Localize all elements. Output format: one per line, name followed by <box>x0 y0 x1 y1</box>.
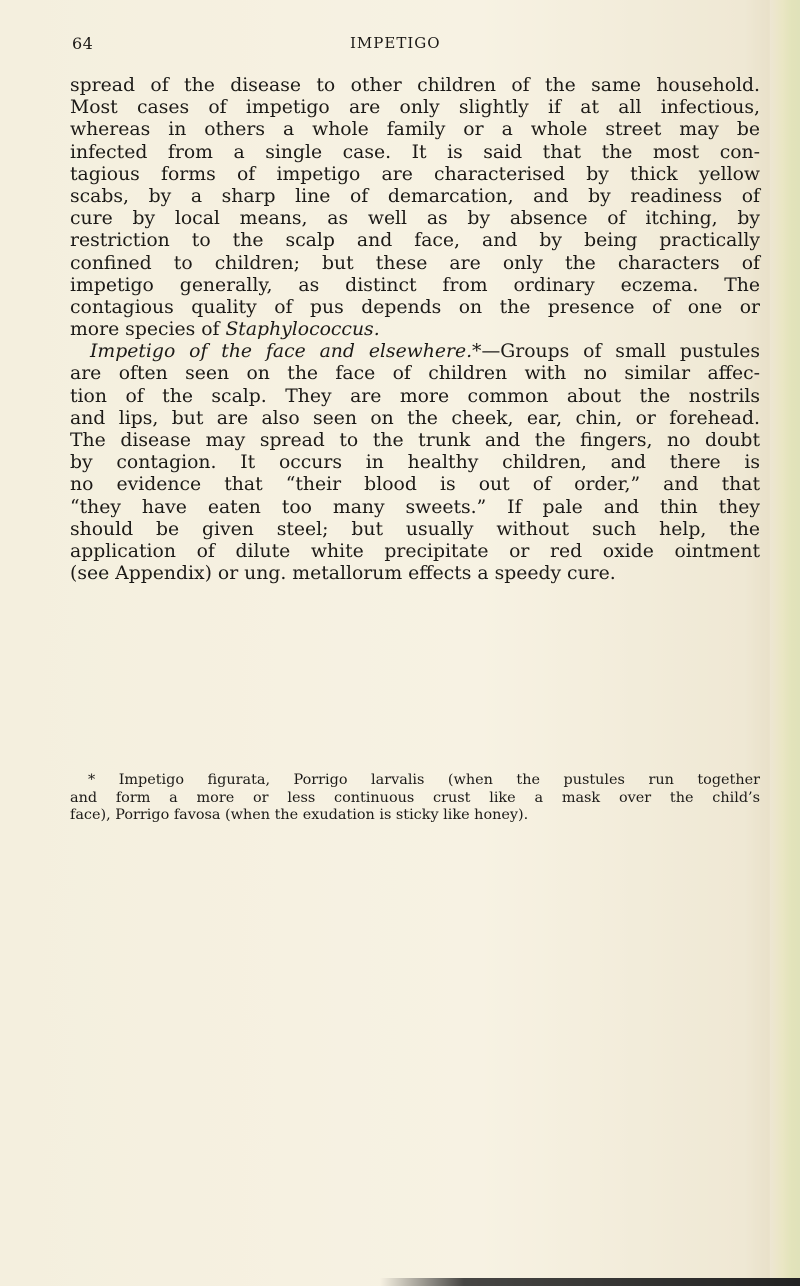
text-line: restriction to the scalp and face, and by being practically <box>70 230 760 252</box>
text-line: tion of the scalp. They are more common about the nostrils <box>70 385 760 407</box>
text-line: cure by local means, as well as by absence of itching, by <box>70 208 760 230</box>
footnote-line: * Impetigo figurata, Porrigo larvalis (when the pustules run together <box>88 772 760 788</box>
text-line: scabs, by a sharp line of demarcation, and by readiness of <box>70 185 760 207</box>
species-name: Staphylococcus. <box>225 319 380 341</box>
text-line: “they have eaten too many sweets.” If pale and thin they <box>70 496 760 518</box>
section-heading: Impetigo of the face and elsewhere.* <box>90 341 482 363</box>
text-line: application of dilute white precipitate or red oxide ointment <box>70 540 760 562</box>
page-bottom-edge <box>380 1278 800 1286</box>
footnote-line: face), Porrigo favosa (when the exudation is sticky like honey). <box>70 807 529 823</box>
text-line: infected from a single case. It is said that the most con- <box>70 141 760 163</box>
text-line: no evidence that “their blood is out of order,” and that <box>70 474 760 496</box>
text-line: The disease may spread to the trunk and the fingers, no doubt <box>70 430 760 451</box>
page-edge-shadow <box>770 0 800 1286</box>
running-title: IMPETIGO <box>350 34 441 52</box>
body-text <box>70 75 760 585</box>
section-heading-line <box>70 341 760 363</box>
text-fragment: more species of <box>70 319 226 341</box>
text-line: whereas in others a whole family or a whole street may be <box>70 119 760 141</box>
text-line: spread of the disease to other children of the same household. <box>70 75 760 96</box>
text-line: contagious quality of pus depends on the presence of one or <box>70 296 760 318</box>
text-line: are often seen on the face of children with no similar affec- <box>70 363 760 385</box>
footnote-line: and form a more or less continuous crust like a mask over the child’s <box>70 789 760 806</box>
text-line: impetigo generally, as distinct from ordinary eczema. The <box>70 274 760 296</box>
footnote <box>70 772 760 825</box>
page-number: 64 <box>72 34 94 53</box>
text-fragment: —Groups of small pustules <box>481 341 761 363</box>
text-line: (see Appendix) or ung. metallorum effects a speedy cure. <box>70 563 616 585</box>
text-line: confined to children; but these are only the characters of <box>70 252 760 274</box>
text-line: and lips, but are also seen on the cheek, ear, chin, or forehead. <box>70 407 760 429</box>
text-line <box>70 319 760 341</box>
text-line: by contagion. It occurs in healthy children, and there is <box>70 452 760 474</box>
text-line: tagious forms of impetigo are characterised by thick yellow <box>70 163 760 185</box>
text-line: Most cases of impetigo are only slightly if at all infectious, <box>70 97 760 119</box>
text-line: should be given steel; but usually without such help, the <box>70 518 760 540</box>
